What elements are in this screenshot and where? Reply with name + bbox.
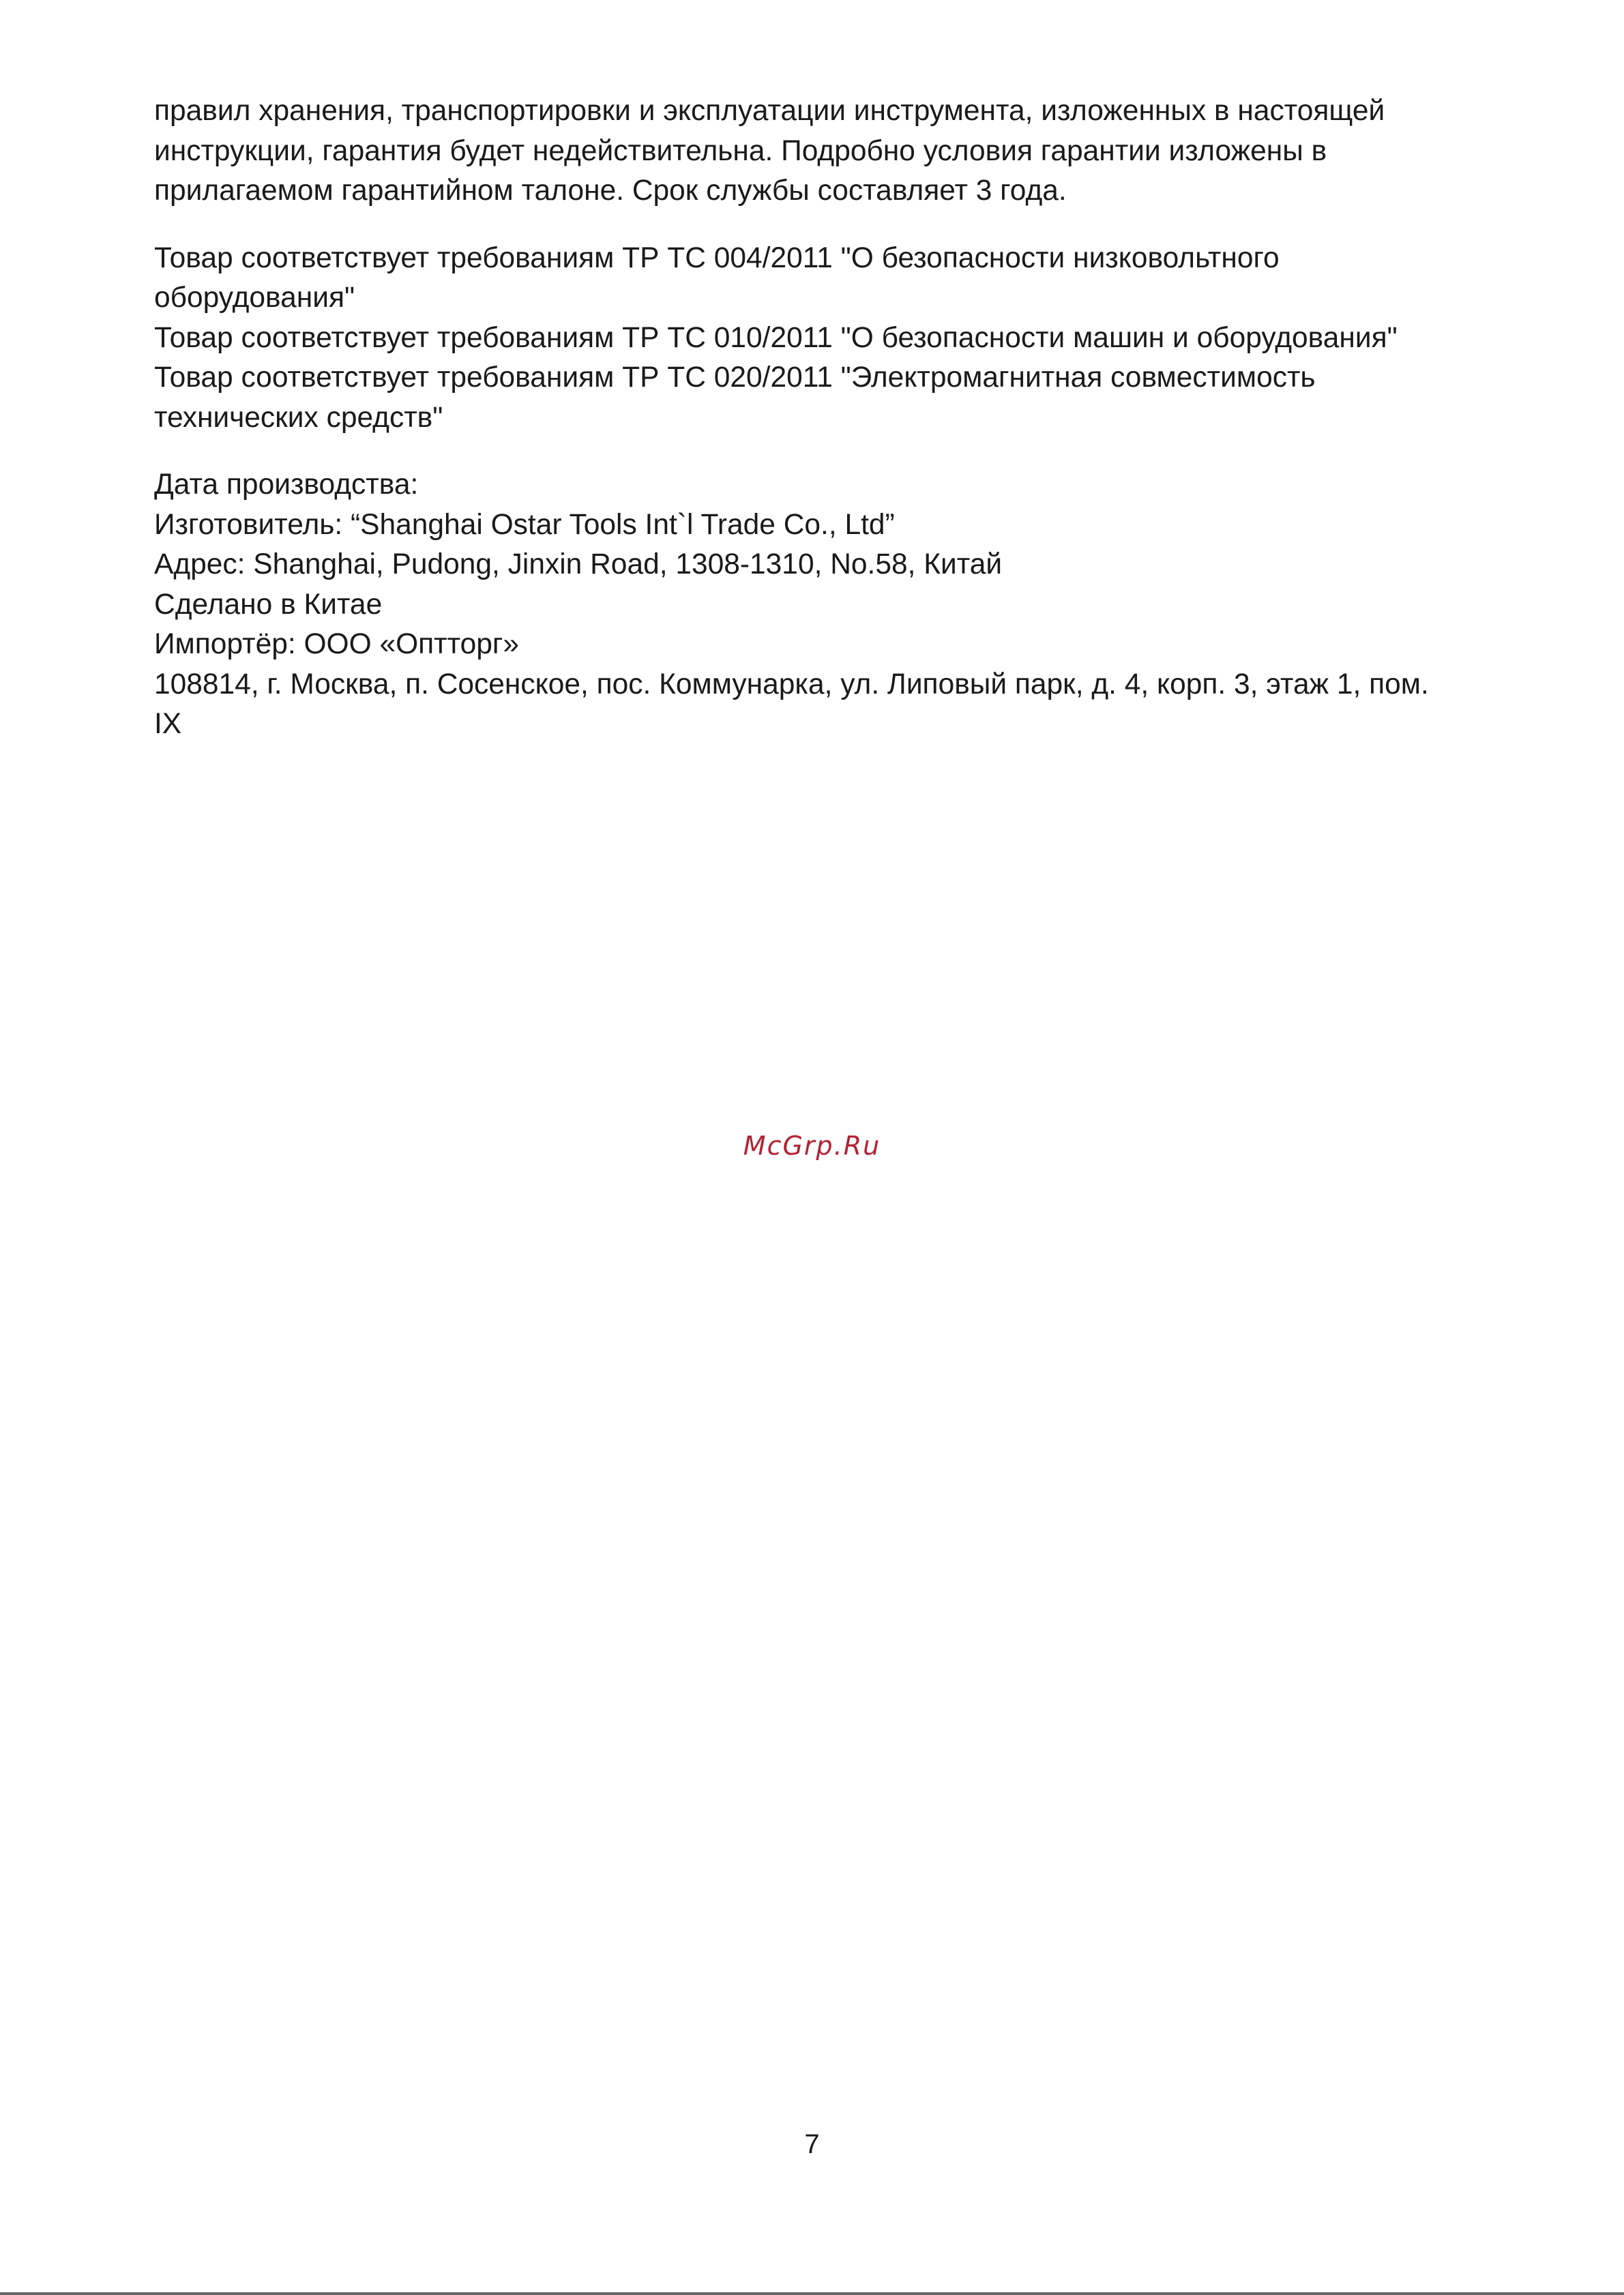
manufacturer-paragraph bbox=[154, 465, 1511, 745]
importer-line: Импортёр: ООО «Оптторг» bbox=[154, 628, 520, 660]
production-date-line: Дата производства: bbox=[154, 469, 419, 501]
text-line: прилагаемом гарантийном талоне. Срок службы составляет 3 года. bbox=[154, 175, 1067, 207]
text-line: Товар соответствует требованиям ТР ТС 020/2011 "Электромагнитная совместимость bbox=[154, 361, 1316, 394]
watermark-text: McGrp.Ru bbox=[743, 1131, 881, 1161]
text-line: технических средств" bbox=[154, 401, 443, 434]
text-line: Товар соответствует требованиям ТР ТС 004/2011 "О безопасности низковольтного bbox=[154, 241, 1280, 274]
warranty-paragraph bbox=[154, 91, 1511, 211]
text-line: оборудования" bbox=[154, 282, 355, 314]
page-number: 7 bbox=[804, 2129, 820, 2159]
manufacturer-line: Изготовитель: “Shanghai Ostar Tools Int`l Trade Co., Ltd” bbox=[154, 508, 895, 541]
importer-address-line: 108814, г. Москва, п. Сосенское, пос. Коммунарка, ул. Липовый парк, д. 4, корп. 3, этаж 1, пом. bbox=[154, 668, 1429, 700]
address-line: Адрес: Shanghai, Pudong, Jinxin Road, 1308-1310, No.58, Китай bbox=[154, 548, 1003, 580]
text-line: правил хранения, транспортировки и эксплуатации инструмента, изложенных в настоящей bbox=[154, 95, 1385, 127]
made-in-line: Сделано в Китае bbox=[154, 588, 383, 621]
text-line: Товар соответствует требованиям ТР ТС 010/2011 "О безопасности машин и оборудования" bbox=[154, 321, 1398, 354]
text-line: инструкции, гарантия будет недействительна. Подробно условия гарантии изложены в bbox=[154, 134, 1327, 167]
page-body bbox=[154, 91, 1511, 772]
importer-address-line: IX bbox=[154, 708, 182, 740]
compliance-paragraph bbox=[154, 239, 1511, 439]
page-bottom-divider bbox=[0, 2292, 1624, 2295]
